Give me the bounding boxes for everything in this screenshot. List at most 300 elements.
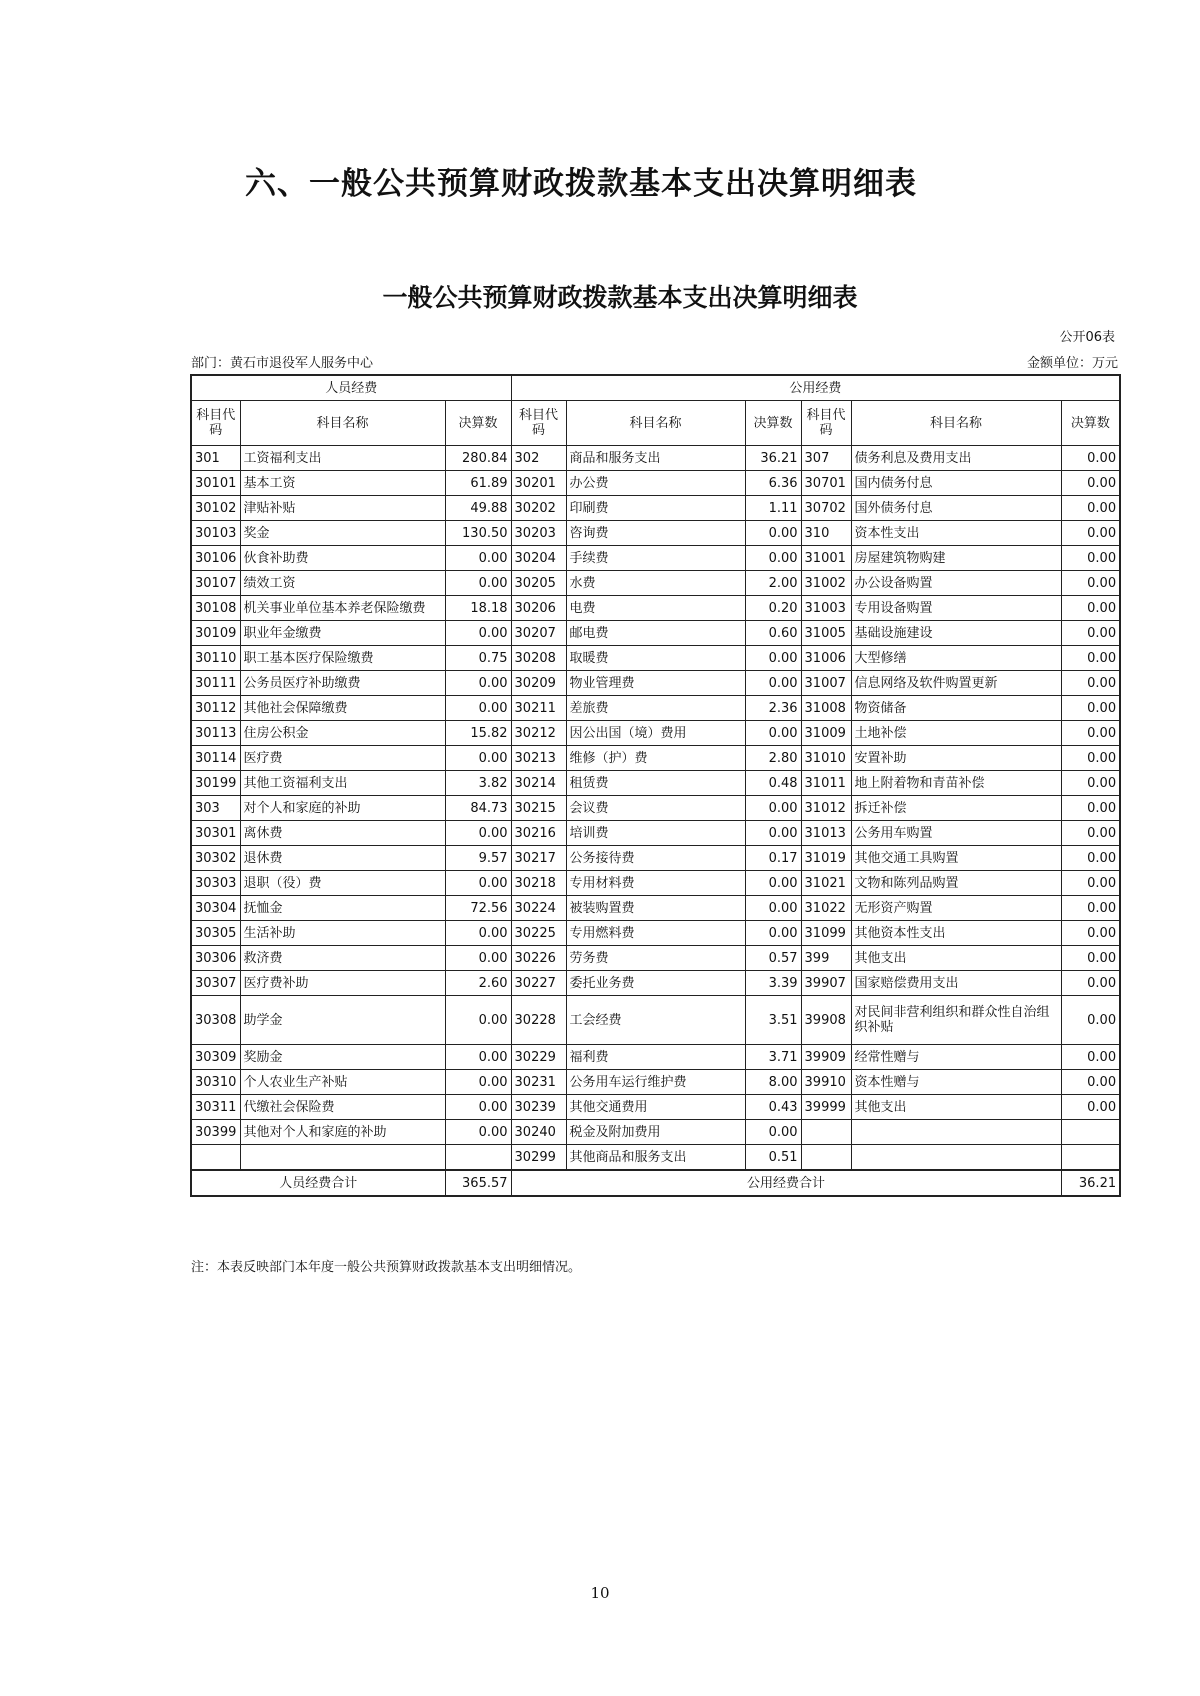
cell-code: 30213 xyxy=(511,746,566,771)
cell-name: 税金及附加费用 xyxy=(566,1120,745,1145)
table-row xyxy=(191,596,1120,621)
cell-amount: 0.00 xyxy=(1061,896,1120,921)
cell-code: 31019 xyxy=(801,846,851,871)
cell-code: 30112 xyxy=(191,696,240,721)
cell-amount: 0.00 xyxy=(445,946,511,971)
cell-name: 奖励金 xyxy=(240,1045,445,1070)
cell-amount: 61.89 xyxy=(445,471,511,496)
cell-amount: 0.00 xyxy=(1061,796,1120,821)
cell-name: 伙食补助费 xyxy=(240,546,445,571)
cell-name: 对个人和家庭的补助 xyxy=(240,796,445,821)
cell-code: 30111 xyxy=(191,671,240,696)
cell-name: 咨询费 xyxy=(566,521,745,546)
cell-amount: 0.00 xyxy=(1061,621,1120,646)
cell-name xyxy=(851,1120,1061,1145)
cell-amount: 0.00 xyxy=(445,1120,511,1145)
cell-amount: 0.00 xyxy=(445,1070,511,1095)
cell-amount: 72.56 xyxy=(445,896,511,921)
cell-amount: 0.00 xyxy=(1061,496,1120,521)
cell-name: 基本工资 xyxy=(240,471,445,496)
table-row xyxy=(191,471,1120,496)
cell-name: 国内债务付息 xyxy=(851,471,1061,496)
cell-amount: 0.00 xyxy=(1061,846,1120,871)
cell-amount: 84.73 xyxy=(445,796,511,821)
cell-amount: 0.17 xyxy=(745,846,801,871)
cell-name: 拆迁补偿 xyxy=(851,796,1061,821)
table-title: 一般公共预算财政拨款基本支出决算明细表 xyxy=(382,283,858,312)
cell-code: 30113 xyxy=(191,721,240,746)
cell-code: 30309 xyxy=(191,1045,240,1070)
form-number: 公开06表 xyxy=(1059,330,1115,345)
personnel-total-amount: 365.57 xyxy=(445,1170,511,1196)
cell-name: 无形资产购置 xyxy=(851,896,1061,921)
cell-amount: 18.18 xyxy=(445,596,511,621)
table-row xyxy=(191,446,1120,471)
cell-name: 土地补偿 xyxy=(851,721,1061,746)
cell-amount: 0.00 xyxy=(445,671,511,696)
cell-name: 医疗费 xyxy=(240,746,445,771)
column-header-row xyxy=(191,401,1120,446)
cell-code: 31009 xyxy=(801,721,851,746)
cell-name: 水费 xyxy=(566,571,745,596)
cell-code: 30212 xyxy=(511,721,566,746)
cell-code xyxy=(801,1145,851,1171)
cell-code: 39909 xyxy=(801,1045,851,1070)
cell-amount: 0.00 xyxy=(445,1045,511,1070)
cell-amount: 0.00 xyxy=(1061,971,1120,996)
cell-code: 30204 xyxy=(511,546,566,571)
cell-code: 39907 xyxy=(801,971,851,996)
cell-name xyxy=(851,1145,1061,1171)
cell-amount: 0.00 xyxy=(1061,446,1120,471)
public-total-amount: 36.21 xyxy=(1061,1170,1120,1196)
cell-name: 津贴补贴 xyxy=(240,496,445,521)
cell-name: 专用燃料费 xyxy=(566,921,745,946)
col-header-amount: 决算数 xyxy=(745,401,801,446)
cell-name: 基础设施建设 xyxy=(851,621,1061,646)
cell-name: 大型修缮 xyxy=(851,646,1061,671)
cell-amount xyxy=(1061,1120,1120,1145)
cell-amount: 0.00 xyxy=(745,671,801,696)
cell-amount: 0.00 xyxy=(745,521,801,546)
cell-amount: 0.00 xyxy=(1061,696,1120,721)
cell-name: 被装购置费 xyxy=(566,896,745,921)
cell-name: 福利费 xyxy=(566,1045,745,1070)
table-row xyxy=(191,921,1120,946)
cell-code: 303 xyxy=(191,796,240,821)
table-row xyxy=(191,771,1120,796)
cell-name: 退职（役）费 xyxy=(240,871,445,896)
cell-amount: 0.00 xyxy=(445,571,511,596)
cell-name: 其他交通工具购置 xyxy=(851,846,1061,871)
cell-amount: 2.36 xyxy=(745,696,801,721)
cell-name: 资本性赠与 xyxy=(851,1070,1061,1095)
cell-name: 公务用车运行维护费 xyxy=(566,1070,745,1095)
cell-code: 30239 xyxy=(511,1095,566,1120)
cell-code: 30228 xyxy=(511,996,566,1045)
cell-amount: 0.00 xyxy=(445,1095,511,1120)
cell-name: 地上附着物和青苗补偿 xyxy=(851,771,1061,796)
cell-code: 30301 xyxy=(191,821,240,846)
cell-amount: 280.84 xyxy=(445,446,511,471)
cell-code: 31007 xyxy=(801,671,851,696)
cell-amount: 36.21 xyxy=(745,446,801,471)
cell-name: 国家赔偿费用支出 xyxy=(851,971,1061,996)
table-row xyxy=(191,571,1120,596)
cell-amount: 0.00 xyxy=(445,921,511,946)
cell-name: 退休费 xyxy=(240,846,445,871)
cell-amount: 6.36 xyxy=(745,471,801,496)
col-header-code: 科目代码 xyxy=(801,401,851,446)
cell-code: 30114 xyxy=(191,746,240,771)
cell-code: 30103 xyxy=(191,521,240,546)
table-row xyxy=(191,621,1120,646)
cell-name: 对民间非营利组织和群众性自治组织补贴 xyxy=(851,996,1061,1045)
cell-code: 31002 xyxy=(801,571,851,596)
cell-name: 物资储备 xyxy=(851,696,1061,721)
cell-name: 其他对个人和家庭的补助 xyxy=(240,1120,445,1145)
cell-amount: 0.00 xyxy=(445,621,511,646)
cell-code: 30224 xyxy=(511,896,566,921)
cell-code: 30229 xyxy=(511,1045,566,1070)
cell-amount: 0.00 xyxy=(1061,721,1120,746)
cell-code: 30227 xyxy=(511,971,566,996)
cell-code: 30109 xyxy=(191,621,240,646)
cell-amount: 0.48 xyxy=(745,771,801,796)
cell-name: 职业年金缴费 xyxy=(240,621,445,646)
cell-code: 30225 xyxy=(511,921,566,946)
table-row xyxy=(191,871,1120,896)
table-row xyxy=(191,1120,1120,1145)
table-row xyxy=(191,821,1120,846)
cell-name: 工资福利支出 xyxy=(240,446,445,471)
cell-amount: 0.57 xyxy=(745,946,801,971)
cell-amount: 0.00 xyxy=(445,871,511,896)
cell-code: 31011 xyxy=(801,771,851,796)
cell-code: 31022 xyxy=(801,896,851,921)
cell-amount: 0.00 xyxy=(1061,546,1120,571)
cell-code: 30205 xyxy=(511,571,566,596)
section-title: 六、一般公共预算财政拨款基本支出决算明细表 xyxy=(245,166,917,202)
totals-row xyxy=(191,1170,1120,1196)
cell-name: 个人农业生产补贴 xyxy=(240,1070,445,1095)
cell-code: 30231 xyxy=(511,1070,566,1095)
cell-name xyxy=(240,1145,445,1171)
cell-code: 30208 xyxy=(511,646,566,671)
cell-code: 30226 xyxy=(511,946,566,971)
cell-name: 其他社会保障缴费 xyxy=(240,696,445,721)
cell-amount: 0.00 xyxy=(745,721,801,746)
cell-name: 生活补助 xyxy=(240,921,445,946)
cell-code: 30207 xyxy=(511,621,566,646)
cell-code: 31021 xyxy=(801,871,851,896)
cell-amount: 0.00 xyxy=(745,821,801,846)
cell-code: 30102 xyxy=(191,496,240,521)
cell-amount: 0.60 xyxy=(745,621,801,646)
personnel-total-label: 人员经费合计 xyxy=(191,1170,445,1196)
cell-code: 301 xyxy=(191,446,240,471)
cell-name: 资本性支出 xyxy=(851,521,1061,546)
cell-amount: 0.75 xyxy=(445,646,511,671)
cell-name: 医疗费补助 xyxy=(240,971,445,996)
table-row xyxy=(191,746,1120,771)
cell-name: 其他工资福利支出 xyxy=(240,771,445,796)
cell-amount: 3.51 xyxy=(745,996,801,1045)
cell-name: 工会经费 xyxy=(566,996,745,1045)
cell-name: 差旅费 xyxy=(566,696,745,721)
cell-name: 机关事业单位基本养老保险缴费 xyxy=(240,596,445,621)
cell-name: 其他支出 xyxy=(851,1095,1061,1120)
cell-name: 信息网络及软件购置更新 xyxy=(851,671,1061,696)
cell-name: 公务员医疗补助缴费 xyxy=(240,671,445,696)
table-row xyxy=(191,721,1120,746)
cell-name: 培训费 xyxy=(566,821,745,846)
cell-amount: 0.00 xyxy=(745,796,801,821)
cell-code: 31001 xyxy=(801,546,851,571)
cell-code: 30310 xyxy=(191,1070,240,1095)
cell-amount: 0.00 xyxy=(1061,646,1120,671)
cell-code: 30299 xyxy=(511,1145,566,1171)
cell-amount: 0.00 xyxy=(1061,671,1120,696)
cell-amount: 0.00 xyxy=(1061,571,1120,596)
cell-name: 邮电费 xyxy=(566,621,745,646)
cell-name: 绩效工资 xyxy=(240,571,445,596)
cell-amount: 0.00 xyxy=(445,821,511,846)
cell-code: 30106 xyxy=(191,546,240,571)
cell-code: 31005 xyxy=(801,621,851,646)
cell-name: 住房公积金 xyxy=(240,721,445,746)
cell-code: 30303 xyxy=(191,871,240,896)
cell-amount: 0.00 xyxy=(445,746,511,771)
cell-amount: 0.00 xyxy=(745,896,801,921)
table-row xyxy=(191,1045,1120,1070)
cell-code xyxy=(191,1145,240,1171)
cell-code: 30206 xyxy=(511,596,566,621)
cell-amount: 0.00 xyxy=(1061,771,1120,796)
cell-amount: 130.50 xyxy=(445,521,511,546)
public-total-label: 公用经费合计 xyxy=(511,1170,1061,1196)
cell-code: 39908 xyxy=(801,996,851,1045)
cell-code: 30311 xyxy=(191,1095,240,1120)
table-row xyxy=(191,971,1120,996)
cell-name: 维修（护）费 xyxy=(566,746,745,771)
cell-name: 公务接待费 xyxy=(566,846,745,871)
cell-code: 30240 xyxy=(511,1120,566,1145)
cell-code: 30304 xyxy=(191,896,240,921)
cell-code: 30110 xyxy=(191,646,240,671)
cell-amount: 0.00 xyxy=(1061,921,1120,946)
cell-name: 其他资本性支出 xyxy=(851,921,1061,946)
cell-amount: 0.00 xyxy=(745,871,801,896)
cell-code: 39910 xyxy=(801,1070,851,1095)
cell-name: 劳务费 xyxy=(566,946,745,971)
cell-amount: 0.00 xyxy=(745,921,801,946)
cell-code xyxy=(801,1120,851,1145)
cell-amount: 0.00 xyxy=(1061,996,1120,1045)
col-header-code: 科目代码 xyxy=(191,401,240,446)
cell-amount: 0.00 xyxy=(1061,1095,1120,1120)
expenditure-detail-table xyxy=(190,374,1121,1197)
table-row xyxy=(191,646,1120,671)
cell-code: 30702 xyxy=(801,496,851,521)
cell-amount: 0.00 xyxy=(1061,746,1120,771)
table-row xyxy=(191,896,1120,921)
cell-amount: 0.00 xyxy=(1061,871,1120,896)
table-note: 注：本表反映部门本年度一般公共预算财政拨款基本支出明细情况。 xyxy=(191,1260,582,1275)
cell-amount: 0.00 xyxy=(1061,1070,1120,1095)
cell-amount: 0.00 xyxy=(1061,821,1120,846)
cell-name: 奖金 xyxy=(240,521,445,546)
cell-amount: 0.00 xyxy=(1061,471,1120,496)
cell-code: 30215 xyxy=(511,796,566,821)
table-row xyxy=(191,996,1120,1045)
cell-name: 职工基本医疗保险缴费 xyxy=(240,646,445,671)
cell-name: 会议费 xyxy=(566,796,745,821)
cell-name: 电费 xyxy=(566,596,745,621)
cell-amount: 2.00 xyxy=(745,571,801,596)
cell-name: 商品和服务支出 xyxy=(566,446,745,471)
cell-code: 30399 xyxy=(191,1120,240,1145)
cell-code: 30302 xyxy=(191,846,240,871)
cell-name: 公务用车购置 xyxy=(851,821,1061,846)
table-row xyxy=(191,671,1120,696)
cell-code: 30217 xyxy=(511,846,566,871)
cell-name: 文物和陈列品购置 xyxy=(851,871,1061,896)
cell-amount: 15.82 xyxy=(445,721,511,746)
cell-amount: 0.00 xyxy=(445,546,511,571)
cell-code: 30701 xyxy=(801,471,851,496)
cell-amount: 0.00 xyxy=(1061,946,1120,971)
cell-code: 31003 xyxy=(801,596,851,621)
cell-name: 因公出国（境）费用 xyxy=(566,721,745,746)
cell-name: 印刷费 xyxy=(566,496,745,521)
cell-name: 取暖费 xyxy=(566,646,745,671)
cell-amount: 3.82 xyxy=(445,771,511,796)
cell-name: 专用材料费 xyxy=(566,871,745,896)
col-header-amount: 决算数 xyxy=(1061,401,1120,446)
cell-code: 30218 xyxy=(511,871,566,896)
cell-code: 30216 xyxy=(511,821,566,846)
cell-amount: 49.88 xyxy=(445,496,511,521)
cell-name: 委托业务费 xyxy=(566,971,745,996)
cell-name: 手续费 xyxy=(566,546,745,571)
cell-name: 其他支出 xyxy=(851,946,1061,971)
cell-code: 39999 xyxy=(801,1095,851,1120)
cell-code: 307 xyxy=(801,446,851,471)
col-header-amount: 决算数 xyxy=(445,401,511,446)
cell-amount: 9.57 xyxy=(445,846,511,871)
cell-name: 房屋建筑物购建 xyxy=(851,546,1061,571)
cell-code: 30101 xyxy=(191,471,240,496)
table-row xyxy=(191,546,1120,571)
cell-amount: 0.00 xyxy=(445,996,511,1045)
cell-code: 31010 xyxy=(801,746,851,771)
unit-label: 金额单位：万元 xyxy=(1026,356,1118,371)
cell-code: 30107 xyxy=(191,571,240,596)
cell-name: 办公设备购置 xyxy=(851,571,1061,596)
col-header-name: 科目名称 xyxy=(240,401,445,446)
cell-code: 30308 xyxy=(191,996,240,1045)
cell-amount: 0.00 xyxy=(745,546,801,571)
cell-amount: 3.71 xyxy=(745,1045,801,1070)
cell-code: 31012 xyxy=(801,796,851,821)
table-row xyxy=(191,796,1120,821)
cell-code: 30306 xyxy=(191,946,240,971)
cell-name: 救济费 xyxy=(240,946,445,971)
group-header-row xyxy=(191,375,1120,401)
group-header-public: 公用经费 xyxy=(511,375,1120,401)
cell-code: 31008 xyxy=(801,696,851,721)
group-header-personnel: 人员经费 xyxy=(191,375,511,401)
col-header-code: 科目代码 xyxy=(511,401,566,446)
cell-amount: 0.00 xyxy=(1061,521,1120,546)
cell-amount: 0.51 xyxy=(745,1145,801,1171)
cell-name: 其他商品和服务支出 xyxy=(566,1145,745,1171)
table-row xyxy=(191,846,1120,871)
page-number: 10 xyxy=(590,1584,610,1602)
cell-amount: 0.00 xyxy=(445,696,511,721)
table-row xyxy=(191,946,1120,971)
table-row xyxy=(191,1095,1120,1120)
cell-code: 31013 xyxy=(801,821,851,846)
cell-name: 租赁费 xyxy=(566,771,745,796)
cell-code: 30209 xyxy=(511,671,566,696)
cell-code: 30211 xyxy=(511,696,566,721)
table-row xyxy=(191,521,1120,546)
table-row xyxy=(191,696,1120,721)
cell-code: 31099 xyxy=(801,921,851,946)
cell-name: 代缴社会保险费 xyxy=(240,1095,445,1120)
cell-amount: 0.00 xyxy=(1061,1045,1120,1070)
cell-amount: 2.60 xyxy=(445,971,511,996)
cell-code: 31006 xyxy=(801,646,851,671)
table-row xyxy=(191,1070,1120,1095)
cell-amount: 0.00 xyxy=(1061,596,1120,621)
cell-name: 办公费 xyxy=(566,471,745,496)
department-label: 部门：黄石市退役军人服务中心 xyxy=(191,356,374,371)
cell-code: 30307 xyxy=(191,971,240,996)
table-row xyxy=(191,1145,1120,1171)
col-header-name: 科目名称 xyxy=(566,401,745,446)
cell-name: 债务利息及费用支出 xyxy=(851,446,1061,471)
cell-name: 物业管理费 xyxy=(566,671,745,696)
cell-amount: 3.39 xyxy=(745,971,801,996)
cell-code: 302 xyxy=(511,446,566,471)
cell-name: 专用设备购置 xyxy=(851,596,1061,621)
cell-code: 30214 xyxy=(511,771,566,796)
cell-code: 30108 xyxy=(191,596,240,621)
cell-code: 30201 xyxy=(511,471,566,496)
cell-amount: 0.43 xyxy=(745,1095,801,1120)
cell-code: 30202 xyxy=(511,496,566,521)
col-header-name: 科目名称 xyxy=(851,401,1061,446)
cell-amount: 8.00 xyxy=(745,1070,801,1095)
cell-name: 离休费 xyxy=(240,821,445,846)
cell-name: 助学金 xyxy=(240,996,445,1045)
cell-code: 30203 xyxy=(511,521,566,546)
cell-amount: 1.11 xyxy=(745,496,801,521)
cell-code: 30199 xyxy=(191,771,240,796)
cell-amount: 0.00 xyxy=(745,1120,801,1145)
cell-amount xyxy=(1061,1145,1120,1171)
cell-name: 安置补助 xyxy=(851,746,1061,771)
cell-amount: 0.00 xyxy=(745,646,801,671)
table-row xyxy=(191,496,1120,521)
cell-name: 抚恤金 xyxy=(240,896,445,921)
cell-code: 310 xyxy=(801,521,851,546)
cell-name: 经常性赠与 xyxy=(851,1045,1061,1070)
cell-code: 30305 xyxy=(191,921,240,946)
